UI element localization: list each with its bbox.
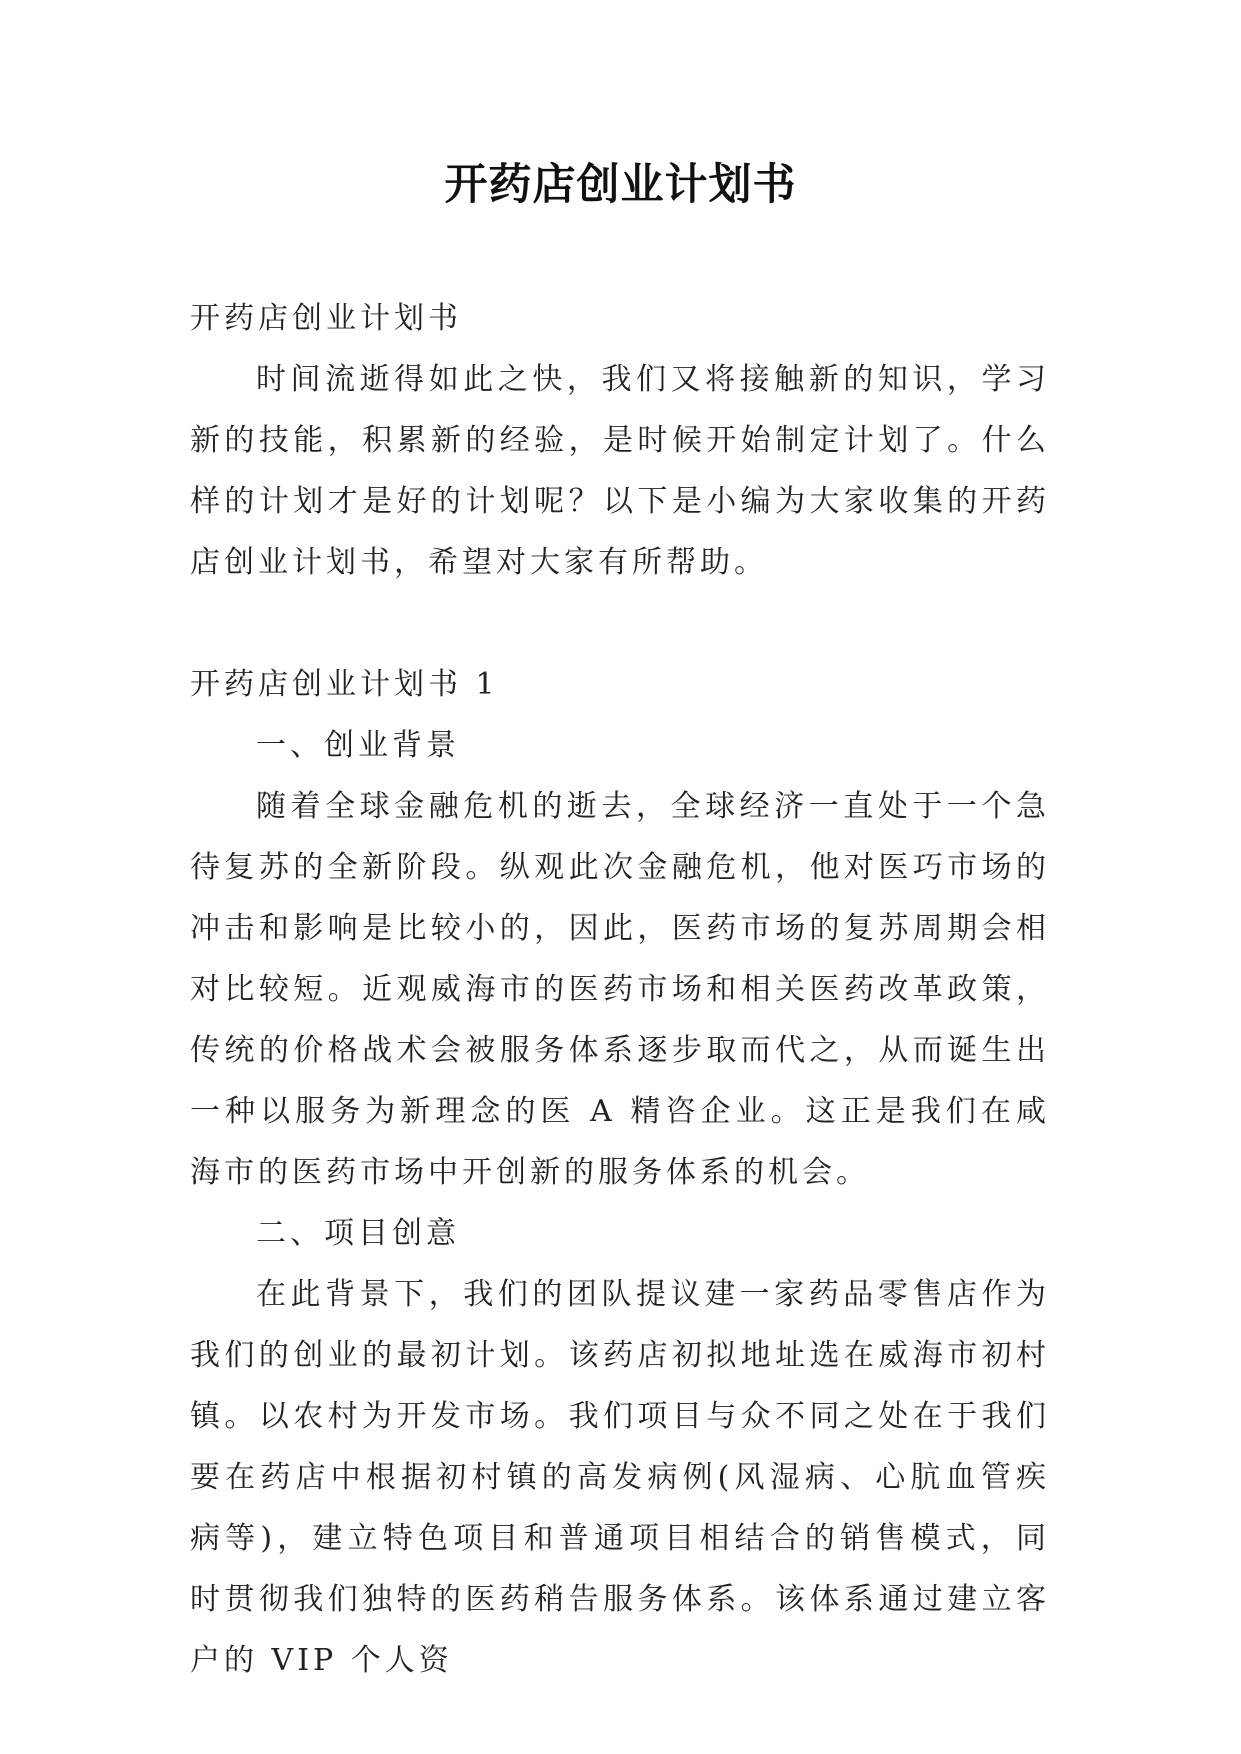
section-heading-background: 一、创业背景 [256, 728, 460, 763]
paragraph-intro: 时间流逝得如此之快，我们又将接触新的知识，学习新的技能，积累新的经验，是时候开始制定计划了。什么样的计划才是好的计划呢？以下是小编为大家收集的开药店创业计划书，希望对大家有所帮助。 [190, 362, 1050, 580]
paragraph-project-idea: 在此背景下，我们的团队提议建一家药品零售店作为我们的创业的最初计划。该药店初拟地址选在威海市初村镇。以农村为开发市场。我们项目与众不同之处在于我们要在药店中根据初村镇的高发病例(风湿病、心肮血管疾病等)，建立特色项目和普通项目相结合的销售模式，同时贯彻我们独特的医药稍告服务体系。该体系通过建立客户的 VIP 个人资 [190, 1277, 1050, 1678]
section-heading-plan-1: 开药店创业计划书 1 [190, 667, 499, 702]
paragraph-background: 随着全球金融危机的逝去，全球经济一直处于一个急待复苏的全新阶段。纵观此次金融危机，他对医巧市场的冲击和影响是比较小的，因此，医药市场的复苏周期会相对比较短。近观威海市的医药市场和相关医药改革政策，传统的价格战术会被服务体系逐步取而代之，从而诞生出一种以服务为新理念的医 A 精咨企业。这正是我们在咸海市的医药市场中开创新的服务体系的机会。 [190, 789, 1050, 1190]
document-title: 开药店创业计划书 [444, 160, 797, 210]
section-heading-project-idea: 二、项目创意 [256, 1216, 460, 1251]
paragraph-spacer [190, 593, 1050, 654]
document-body [190, 288, 1050, 1691]
paragraph-subtitle: 开药店创业计划书 [190, 301, 462, 336]
